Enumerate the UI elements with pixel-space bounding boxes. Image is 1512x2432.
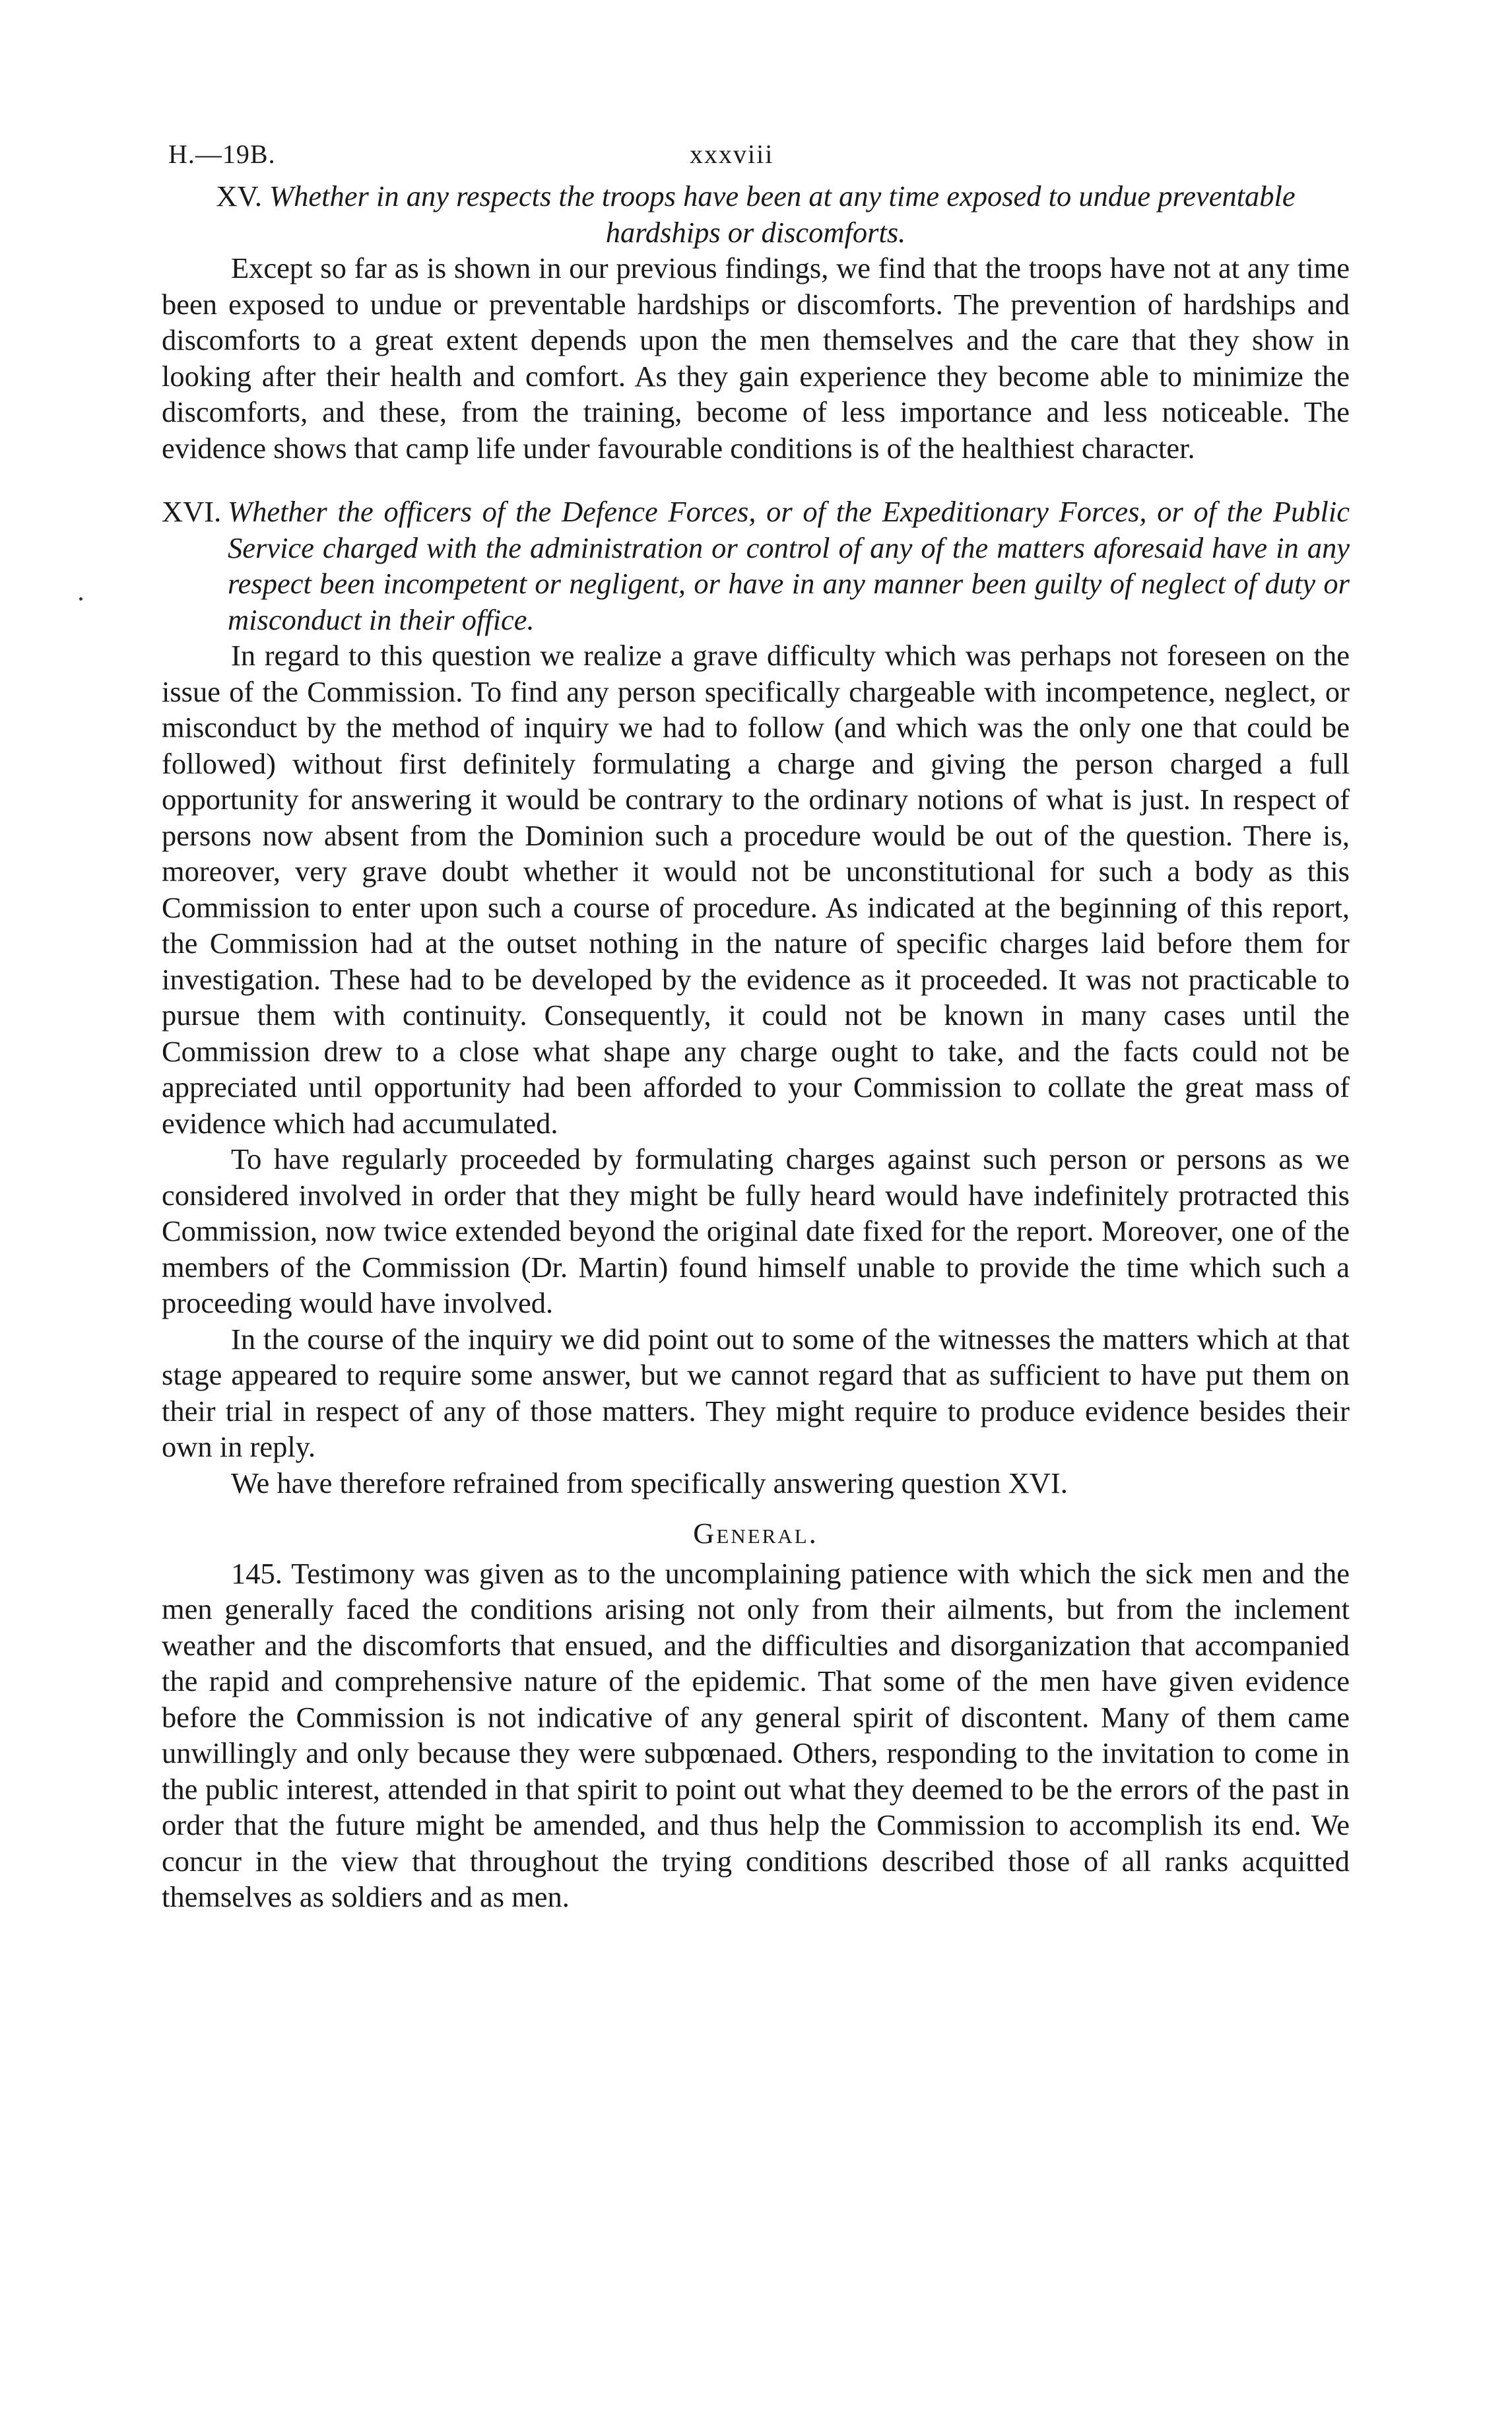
general-paragraph-145: 145. Testimony was given as to the uncomplaining patience with which the sick men and the men generally faced the conditions arising not only from their ailments, but from the inclement weather and the discomforts that ensued, and the difficulties and disorganization that accompanied the rapid and comprehensive nature of the epidemic. That some of the men have given evidence before the Commission is not indicative of any general spirit of discontent. Many of them came unwillingly and only because they were subpœnaed. Others, responding to the invitation to come in the public interest, attended in that spirit to point out what they deemed to be the errors of the past in order that the future might be amended, and thus help the Commission to accomplish its end. We concur in the view that throughout the trying conditions described those of all ranks acquitted themselves as soldiers and as men. xyxy=(162,1556,1350,1913)
question-16-heading xyxy=(162,494,1350,638)
page-number: xxxviii xyxy=(690,139,774,169)
question-16-paragraph-4: We have therefore refrained from specifically answering question XVI. xyxy=(231,1466,1068,1499)
section-spacer xyxy=(162,466,1350,494)
question-16-paragraph-1: In regard to this question we realize a grave difficulty which was perhaps not foreseen on the issue of the Commission. To find any person specifically chargeable with incompetence, neglect, or misconduct by the method of inquiry we had to follow (and which was the only one that could be followed) without first definitely formulating a charge and giving the person charged a full opportunity for answering it would be contrary to the ordinary notions of what is just. In respect of persons now absent from the Dominion such a procedure would be out of the question. There is, moreover, very grave doubt whether it would not be unconstitutional for such a body as this Commission to enter upon such a course of procedure. As indicated at the beginning of this report, the Commission had at the outset nothing in the nature of specific charges laid before them for investigation. These had to be developed by the evidence as it proceeded. It was not practicable to pursue them with continuity. Consequently, it could not be known in many cases until the Commission drew to a close what shape any charge ought to take, and the facts could not be appreciated until opportunity had been afforded to your Commission to collate the great mass of evidence which had accumulated. xyxy=(162,639,1350,1140)
question-16-paragraph-2: To have regularly proceeded by formulating charges against such person or persons as we considered involved in order that they might be fully heard would have indefinitely protracted this Commission, now twice extended beyond the original date fixed for the report. Moreover, one of the members of the Commission (Dr. Martin) found himself unable to provide the time which such a proceeding would have involved. xyxy=(162,1142,1350,1319)
body-text xyxy=(162,178,1350,1915)
margin-mark xyxy=(79,597,82,601)
general-section-title: General. xyxy=(693,1517,818,1550)
paper-reference: H.—19B. xyxy=(168,139,276,169)
question-15-number: XV. xyxy=(216,180,262,213)
question-16-number: XVI. xyxy=(162,495,222,528)
question-15-title: Whether in any respects the troops have been at any time exposed to undue preventable hardships or discomforts. xyxy=(269,180,1296,249)
question-15-heading xyxy=(162,178,1350,250)
question-16-title: Whether the officers of the Defence Forces, or of the Expeditionary Forces, or of the Public Service charged with the administration or control of any of the matters aforesaid have in any respect been incompetent or negligent, or have in any manner been guilty of neglect of duty or misconduct in their office. xyxy=(228,495,1350,636)
document-page xyxy=(162,139,1350,1915)
running-header xyxy=(162,139,1350,178)
question-15-paragraph: Except so far as is shown in our previous findings, we find that the troops have not at any time been exposed to undue or preventable hardships or discomforts. The prevention of hardships and discomforts to a great extent depends upon the men themselves and the care that they show in looking after their health and comfort. As they gain experience they become able to minimize the discomforts, and these, from the training, become of less importance and less noticeable. The evidence shows that camp life under favourable conditions is of the healthiest character. xyxy=(162,251,1350,465)
question-16-paragraph-3: In the course of the inquiry we did point out to some of the witnesses the matters which at that stage appeared to require some answer, but we cannot regard that as sufficient to have put them on their trial in respect of any of those matters. They might require to produce evidence besides their own in reply. xyxy=(162,1322,1350,1463)
